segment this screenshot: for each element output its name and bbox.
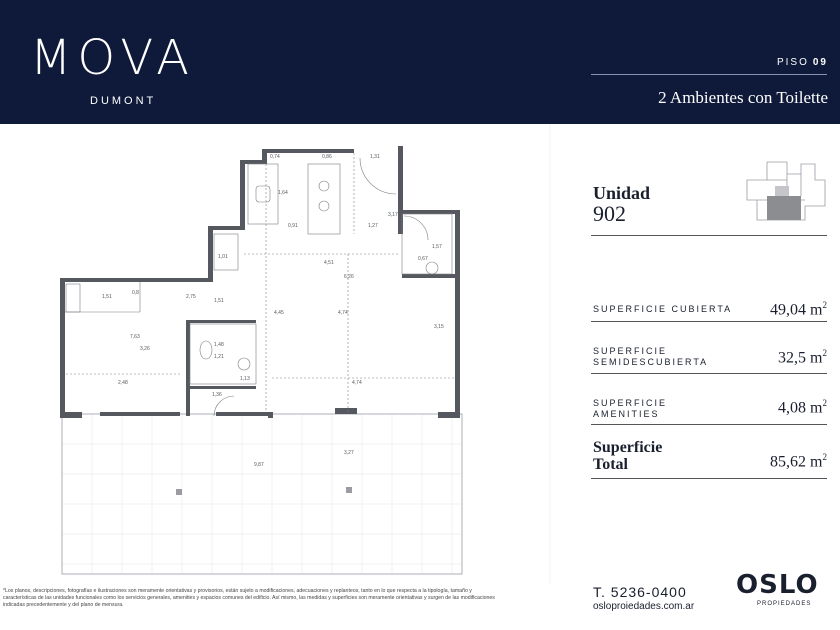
dimension-label: 2,48	[118, 380, 128, 386]
dimension-label: 1,51	[214, 298, 224, 304]
area-value	[778, 348, 827, 367]
walls	[60, 146, 460, 418]
drain-marker	[346, 487, 352, 493]
area-row-semidescubierta	[593, 344, 827, 374]
area-label-line: AMENITIES	[593, 409, 660, 419]
dimension-label: 0,8	[132, 290, 139, 296]
website-link[interactable]: osloproiedades.com.ar	[593, 601, 695, 612]
header-divider	[591, 74, 827, 75]
area-value-number: 4,08 m	[778, 399, 823, 417]
dimension-label: 4,45	[274, 310, 284, 316]
area-value-number: 32,5 m	[778, 349, 823, 367]
dimension-label: 3,26	[140, 346, 150, 352]
total-label	[593, 439, 713, 473]
area-unit-exponent: 2	[822, 398, 827, 408]
floor-label: PISO	[776, 57, 809, 68]
dimension-label: 1,36	[212, 392, 222, 398]
area-label-line: SUPERFICIE CUBIERTA	[593, 304, 733, 314]
unit-label: Unidad	[593, 183, 651, 203]
dimension-label: 3,17	[388, 212, 398, 218]
floor-plan	[0, 124, 555, 584]
area-divider	[591, 424, 827, 425]
dimension-label: 1,21	[214, 354, 224, 360]
dimension-label: 1,51	[102, 294, 112, 300]
mova-logo: MOVA	[30, 30, 195, 86]
dimension-label: 1,13	[240, 376, 250, 382]
terrace-grid	[62, 124, 550, 584]
area-row-amenities	[593, 396, 827, 426]
dimension-label: 4,51	[324, 260, 334, 266]
dimension-label: 1,31	[370, 154, 380, 160]
oslo-logo-subtitle: PROPIEDADES	[757, 601, 812, 607]
dimension-label: 2,75	[186, 294, 196, 300]
dimension-label: 0,86	[322, 154, 332, 160]
area-value	[770, 300, 827, 319]
dimension-label: 3,27	[344, 450, 354, 456]
dimension-label: 1,01	[218, 254, 228, 260]
dimension-label: 9,87	[254, 462, 264, 468]
dimension-label: 3,15	[434, 324, 444, 330]
area-label-line: SEMIDESCUBIERTA	[593, 357, 709, 367]
area-value-number: 49,04 m	[770, 301, 823, 319]
unit-number: 902	[593, 201, 626, 226]
area-unit-exponent: 2	[822, 348, 827, 358]
dimension-label: 1,48	[214, 342, 224, 348]
total-label-line: Superficie	[593, 439, 663, 456]
total-unit-exponent: 2	[822, 452, 827, 462]
area-divider	[591, 321, 827, 322]
area-label	[593, 346, 708, 368]
dimension-label: 4,74	[338, 310, 348, 316]
floor-number: 09	[812, 57, 828, 68]
dimension-label: 0,67	[418, 256, 428, 262]
floor-indicator	[777, 57, 828, 68]
dimension-label: 6,26	[344, 274, 354, 280]
dimension-label: 7,63	[130, 334, 140, 340]
area-label-line: SUPERFICIE	[593, 398, 668, 408]
area-label-line: SUPERFICIE	[593, 346, 668, 356]
interior-lines	[65, 153, 455, 416]
dimension-label: 1,27	[368, 223, 378, 229]
area-divider	[591, 373, 827, 374]
total-label-line: Total	[593, 456, 628, 473]
unit-divider	[591, 235, 827, 236]
dimension-label: 0,91	[288, 223, 298, 229]
drain-marker	[176, 489, 182, 495]
legal-disclaimer: *Los planos, descripciones, fotografías e ilustraciones son meramente orientativas y provisorios, están sujeto a modificaciones, adecuaciones y replanteos, tanto en lo que respecta a la tipología, tamaño y características de las unidades funcionales como los servicios generales, amenities y espacios comunes del edificio. Así mismo, las medidas y superficies son meramente orientativas y surgen de las modificaciones indicadas precedentemente y del plano de mensura.	[3, 588, 495, 608]
oslo-logo: OSLO	[736, 570, 819, 600]
area-label	[593, 398, 667, 420]
dimension-label: 1,64	[278, 190, 288, 196]
keyplan-icon	[745, 160, 829, 224]
area-row-cubierta	[593, 300, 827, 322]
total-divider	[591, 478, 827, 479]
header-bar	[0, 0, 840, 124]
dimension-label: 4,74	[352, 380, 362, 386]
dimension-label: 0,74	[270, 154, 280, 160]
area-value	[778, 398, 827, 417]
area-unit-exponent: 2	[822, 300, 827, 310]
logo-subtitle: DUMONT	[90, 95, 157, 107]
total-value-number: 85,62 m	[770, 453, 823, 471]
total-value	[770, 452, 827, 471]
dimension-label: 1,57	[432, 244, 442, 250]
unit-type-title: 2 Ambientes con Toilette	[658, 88, 828, 107]
contact-phone[interactable]: T. 5236-0400	[593, 584, 687, 600]
area-label	[593, 304, 732, 315]
